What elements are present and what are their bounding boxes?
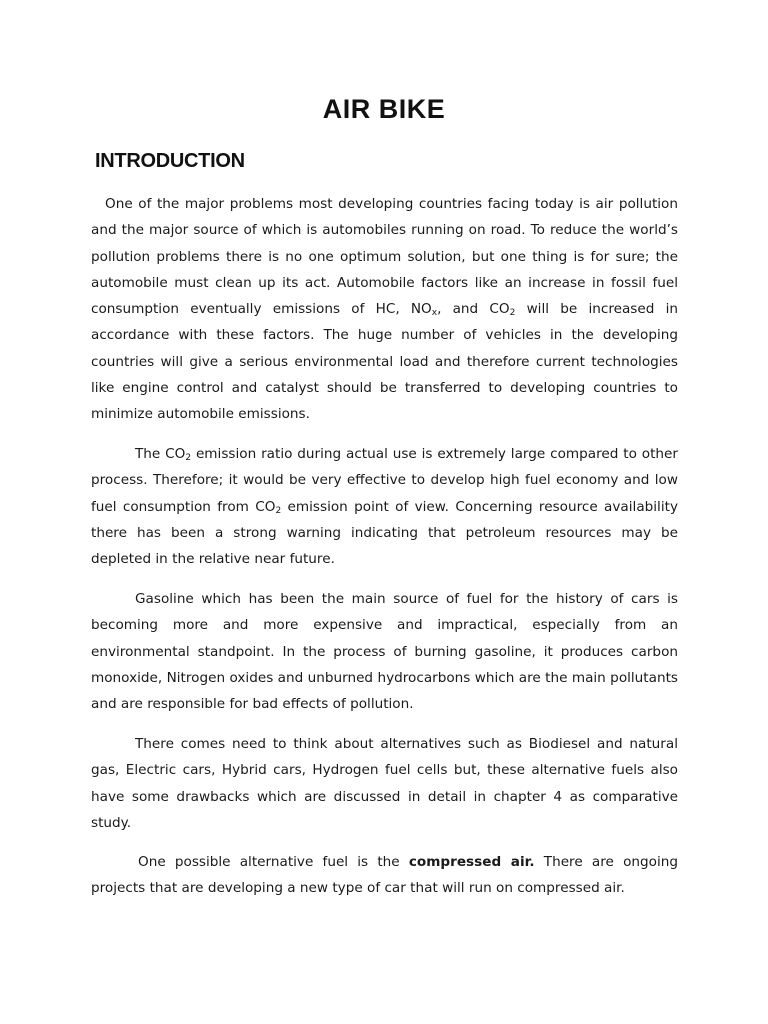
paragraph-5-text-a: One possible alternative fuel is the: [138, 854, 409, 870]
section-heading: INTRODUCTION: [95, 150, 245, 172]
co2-subscript: 2: [185, 453, 192, 463]
paragraph-2-text-b: emission ratio during actual use is extremely large compared to other process. Therefore; it would be very effective to develop high fuel economy and low fuel consumption from CO: [91, 446, 678, 515]
paragraph-2-text-a: The CO: [135, 446, 186, 462]
paragraph-3: Gasoline which has been the main source of fuel for the history of cars is becoming more and more expensive and impractical, especially from an environmental standpoint. In the process of burning gasoline, it produces carbon monoxide, Nitrogen oxides and unburned hydrocarbons which are the main pollutants and are responsible for bad effects of pollution.: [91, 591, 678, 713]
paragraph-2: [91, 441, 678, 572]
compressed-air-emphasis: compressed air.: [408, 854, 535, 870]
paragraph-4: There comes need to think about alternatives such as Biodiesel and natural gas, Electric cars, Hybrid cars, Hydrogen fuel cells but, these alternative fuels also have some drawbacks which are discussed in detail in chapter 4 as comparative study.: [91, 736, 678, 831]
paragraph-5: [91, 849, 678, 902]
paragraph-2-text-c: emission point of view. Concerning resource availability there has been a strong warning indicating that petroleum resources may be depleted in the relative near future.: [91, 498, 678, 568]
nox-subscript: x: [431, 308, 438, 319]
paragraph-1: [91, 191, 678, 428]
paragraph-1-text-b: , and CO: [437, 301, 510, 318]
document-title: AIR BIKE: [322, 94, 446, 124]
paragraph-1-text-a: One of the major problems most developing countries facing today is air pollution and the major source of which is automobiles running on road. To reduce the world’s pollution problems there is no one optimum solution, but one thing is for sure; the automobile must clean up its act. Automobile factors like an increase in fossil fuel consumption eventually emissions of HC, NO: [91, 196, 678, 318]
paragraph-1-text-c: will be increased in accordance with these factors. The huge number of vehicles in the developing countries will give a serious environmental load and therefore current technologies like engine control and catalyst should be transferred to developing countries to minimize automobile emissions.: [91, 301, 678, 423]
co2-subscript: 2: [275, 505, 282, 516]
co2-subscript: 2: [509, 308, 516, 319]
paragraph-5-text-b: There are ongoing projects that are developing a new type of car that will run on compressed air.: [91, 854, 678, 897]
